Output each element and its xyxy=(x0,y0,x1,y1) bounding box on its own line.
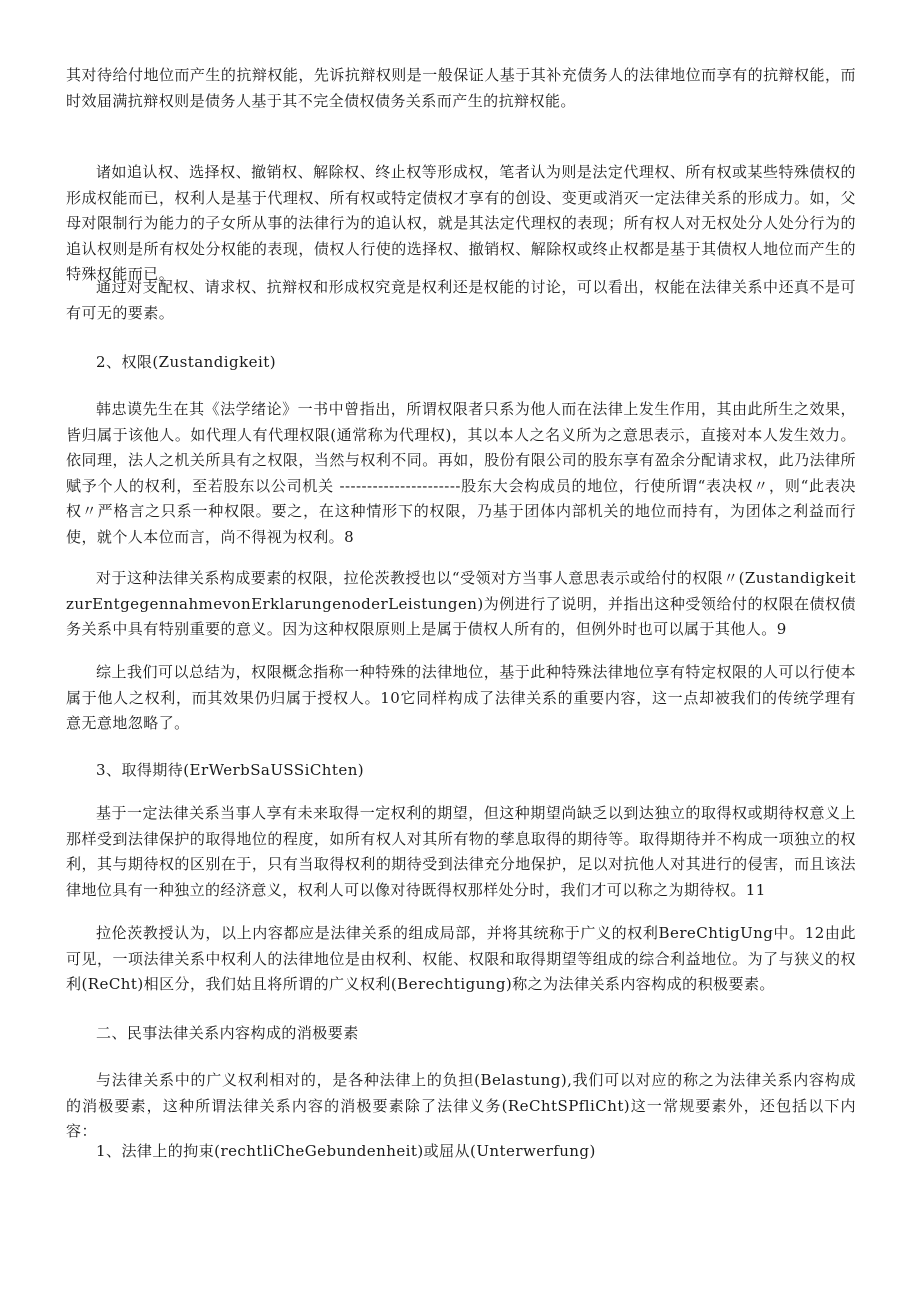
section-heading-acquisition-expectation: 3、取得期待(ErWerbSaUSSiChten) xyxy=(96,761,365,779)
paragraph-negative-elements: 与法律关系中的广义权利相对的，是各种法律上的负担(Belastung),我们可以对应的称之为法律关系内容构成的消极要素，这种所谓法律关系内容的消极要素除了法律义务(ReChtSPfliCht)这一常规要素外，还包括以下内容： xyxy=(66,1071,856,1140)
paragraph-acquisition-expectation: 基于一定法律关系当事人享有未来取得一定权利的期望，但这种期望尚缺乏以到达独立的取得权或期待权意义上那样受到法律保护的取得地位的程度，如所有权人对其所有物的孳息取得的期待等。取得期待并不构成一项独立的权利，其与期待权的区别在于，只有当取得权利的期待受到法律充分地保护，足以对抗他人对其进行的侵害，而且该法律地位具有一种独立的经济意义，权利人可以像对待既得权那样处分时，我们才可以称之为期待权。11 xyxy=(66,804,856,899)
section-heading-legal-binding: 1、法律上的拘束(rechtliCheGebundenheit)或屈从(Unterwerfung) xyxy=(96,1142,596,1160)
paragraph-positive-elements: 拉伦茨教授认为，以上内容都应是法律关系的组成局部，并将其统称于广义的权利BereChtigUng中。12由此可见，一项法律关系中权利人的法律地位是由权利、权能、权限和取得期望等组成的综合利益地位。为了与狭义的权利(ReCht)相区分，我们姑且将所谓的广义权利(Berechtigung)称之为法律关系内容构成的积极要素。 xyxy=(66,924,856,993)
paragraph-authority-summary: 综上我们可以总结为，权限概念指称一种特殊的法律地位，基于此种特殊法律地位享有特定权限的人可以行使本属于他人之权利，而其效果仍归属于授权人。10它同样构成了法律关系的重要内容，这一点却被我们的传统学理有意无意地忽略了。 xyxy=(66,663,856,732)
chapter-heading-negative-elements: 二、民事法律关系内容构成的消极要素 xyxy=(96,1024,359,1042)
paragraph-authority-han: 韩忠谟先生在其《法学绪论》一书中曾指出，所谓权限者只系为他人而在法律上发生作用，其由此所生之效果，皆归属于该他人。如代理人有代理权限(通常称为代理权)，其以本人之名义所为之意思表示，直接对本人发生效力。依同理，法人之机关所具有之权限，当然与权利不同。再如，股份有限公司的股东享有盈余分配请求权，此乃法律所赋予个人的权利，至若股东以公司机关 ----------------------股东大会构成员的地位，行使所谓“表决权〃，则“此表决权〃严格言之只系一种权限。要之，在这种情形下的权限，乃基于团体内部机关的地位而持有，为团体之利益而行使，就个人本位而言，尚不得视为权利。8 xyxy=(66,400,856,546)
paragraph-defense-powers: 其对待给付地位而产生的抗辩权能，先诉抗辩权则是一般保证人基于其补充债务人的法律地位而享有的抗辩权能，而时效届满抗辩权则是债务人基于其不完全债权债务关系而产生的抗辩权能。 xyxy=(66,66,856,110)
section-heading-authority: 2、权限(Zustandigkeit) xyxy=(96,353,277,371)
paragraph-powers-conclusion: 通过对支配权、请求权、抗辩权和形成权究竟是权利还是权能的讨论，可以看出，权能在法律关系中还真不是可有可无的要素。 xyxy=(66,278,856,322)
paragraph-formation-rights: 诸如追认权、选择权、撤销权、解除权、终止权等形成权，笔者认为则是法定代理权、所有权或某些特殊债权的形成权能而已，权利人是基于代理权、所有权或特定债权才享有的创设、变更或消灭一定法律关系的形成力。如，父母对限制行为能力的子女所从事的法律行为的追认权，就是其法定代理权的表现；所有权人对无权处分人处分行为的追认权则是所有权处分权能的表现，债权人行使的选择权、撤销权、解除权或终止权都是基于其债权人地位而产生的特殊权能而已。 xyxy=(66,163,856,283)
paragraph-authority-larenz: 对于这种法律关系构成要素的权限，拉伦茨教授也以“受领对方当事人意思表示或给付的权限〃(ZustandigkeitzurEntgegennahmevonErklarungenoderLeistungen)为例进行了说明，并指出这种受领给付的权限在债权债务关系中具有特别重要的意义。因为这种权限原则上是属于债权人所有的，但例外时也可以属于其他人。9 xyxy=(66,569,856,638)
